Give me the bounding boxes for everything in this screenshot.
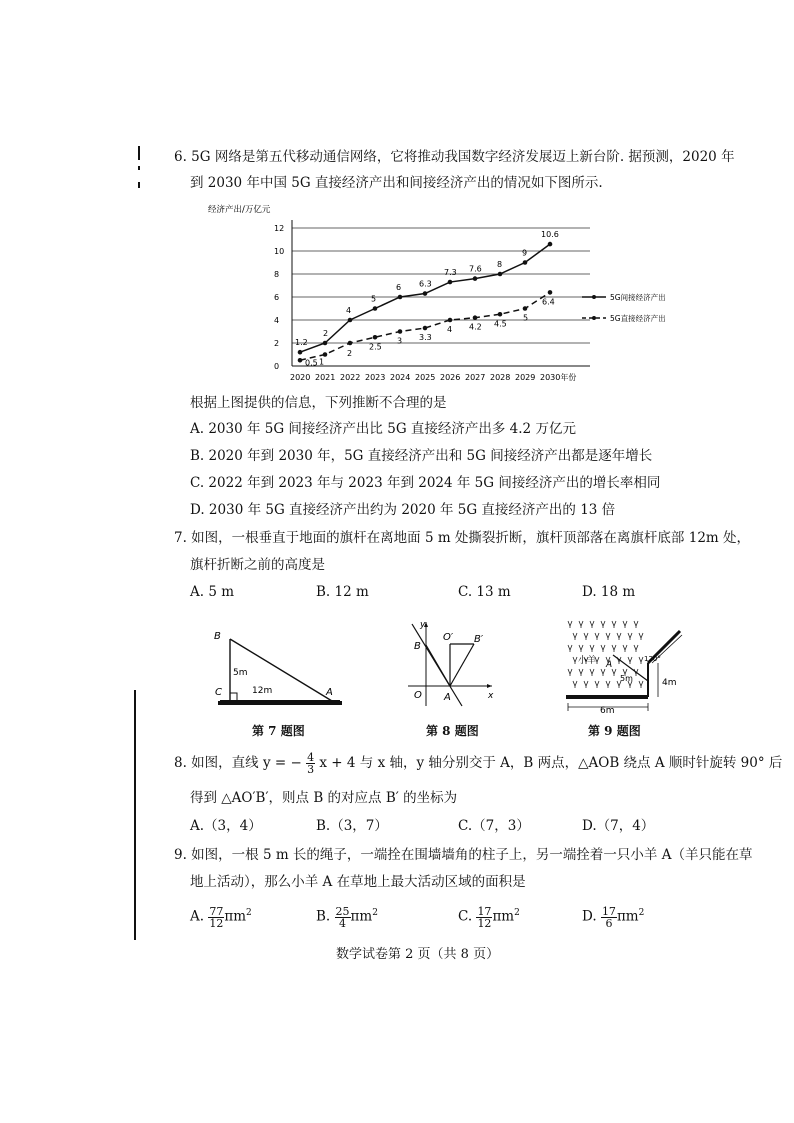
data-label: 3.3 — [419, 333, 432, 343]
legend-label: 5G间接经济产出 — [610, 293, 666, 302]
grass-tuft — [628, 657, 632, 664]
grass-tuft — [634, 621, 638, 628]
q9-b-den: 4 — [339, 916, 347, 930]
data-label: 9 — [522, 248, 528, 258]
grass-tuft — [639, 657, 643, 664]
legend-marker — [592, 316, 596, 320]
data-point — [323, 352, 328, 357]
grass-tuft — [634, 645, 638, 652]
q6-option-b[interactable]: B. 2020 年到 2030 年，5G 直接经济产出和 5G 间接经济产出都是逐年增长 — [190, 448, 653, 464]
x-tick-label: 2024 — [390, 373, 411, 382]
x-tick-label: 2020 — [290, 373, 311, 382]
y-tick-label: 2 — [274, 339, 280, 348]
data-point — [298, 350, 303, 355]
data-point — [548, 242, 553, 247]
grass-tuft — [601, 621, 605, 628]
data-label: 5 — [371, 294, 377, 304]
data-point — [498, 312, 503, 317]
data-point — [448, 280, 453, 285]
grass-tuft — [579, 669, 583, 676]
q8-line1-post: x + 4 与 x 轴，y 轴分别交于 A，B 两点，△AOB 绕点 A 顺时针旋转 90° 后 — [319, 755, 783, 771]
data-point — [348, 318, 353, 323]
data-point — [398, 329, 403, 334]
q9-d-exp: 2 — [638, 908, 645, 918]
q9-c-fraction — [476, 906, 492, 929]
data-point — [423, 326, 428, 331]
data-point — [473, 315, 478, 320]
grass-tuft — [595, 633, 599, 640]
fig8-label-a: A — [444, 692, 451, 703]
q6-prompt: 根据上图提供的信息，下列推断不合理的是 — [190, 395, 447, 411]
fig8-label-x: x — [488, 691, 494, 701]
q9-line1: 9. 如图，一根 5 m 长的绳子，一端拴在围墙墙角的柱子上，另一端拴着一只小羊 A（羊只能在草 — [174, 847, 753, 863]
q6-line1: 6. 5G 网络是第五代移动通信网络，它将推动我国数字经济发展迈上新台阶. 据预测，2020 年 — [174, 149, 735, 165]
grass-tuft — [595, 681, 599, 688]
q9-option-a[interactable] — [190, 904, 252, 929]
fig9-goat-label: 小羊 — [578, 656, 597, 666]
q8-frac-den: 3 — [307, 763, 315, 776]
fig7-label-b: B — [214, 631, 221, 642]
q8-option-c[interactable]: C.（7，3） — [458, 818, 530, 834]
grass-tuft — [573, 681, 577, 688]
legend-marker — [592, 295, 596, 299]
grass-tuft — [639, 633, 643, 640]
figure-9 — [558, 615, 698, 715]
q9-a-exp: 2 — [246, 908, 252, 918]
x-tick-label: 2025 — [415, 373, 436, 382]
grass-tuft — [573, 657, 577, 664]
x-tick-label: 2021 — [315, 373, 336, 382]
grass-tuft — [590, 621, 594, 628]
data-point — [523, 306, 528, 311]
q9-line2: 地上活动），那么小羊 A 在草地上最大活动区域的面积是 — [190, 874, 526, 890]
x-tick-label: 2027 — [465, 373, 486, 382]
q6-option-d[interactable]: D. 2030 年 5G 直接经济产出约为 2020 年 5G 直接经济产出的 13 倍 — [190, 502, 616, 518]
data-point — [323, 341, 328, 346]
margin-mark — [134, 690, 136, 940]
data-label: 5 — [523, 313, 529, 323]
grass-tuft — [623, 621, 627, 628]
fig9-height: 4m — [662, 678, 677, 688]
fig7-caption: 第 7 题图 — [252, 724, 305, 738]
q7-option-d[interactable]: D. 18 m — [582, 584, 636, 600]
q8-line1 — [174, 752, 782, 775]
y-tick-label: 6 — [274, 293, 280, 302]
y-tick-label: 10 — [274, 247, 285, 256]
fig7-label-c: C — [215, 687, 222, 698]
q9-b-unit: πm — [350, 908, 373, 925]
q8-line2: 得到 △AO′B′，则点 B 的对应点 B′ 的坐标为 — [190, 790, 458, 806]
grass-tuft — [584, 633, 588, 640]
q9-b-exp: 2 — [372, 908, 378, 918]
fig7-side-length: 5m — [233, 668, 248, 678]
fig8-label-o: O — [414, 690, 422, 701]
fig8-label-b-prime: B′ — [474, 634, 484, 645]
grass-tuft — [623, 645, 627, 652]
q9-c-letter: C. — [458, 908, 473, 925]
grass-tuft — [568, 621, 572, 628]
data-point — [423, 291, 428, 296]
grass-tuft — [606, 633, 610, 640]
grass-tuft — [612, 669, 616, 676]
q7-line2: 旗杆折断之前的高度是 — [190, 557, 325, 573]
data-point — [348, 341, 353, 346]
q8-option-b[interactable]: B.（3，7） — [316, 818, 388, 834]
grass-tuft — [617, 633, 621, 640]
grass-tuft — [601, 645, 605, 652]
data-label: 3 — [397, 336, 403, 346]
q9-d-fraction — [601, 906, 617, 929]
data-label: 7.3 — [444, 268, 457, 278]
q8-option-a[interactable]: A.（3，4） — [190, 818, 262, 834]
q9-d-den: 6 — [605, 916, 613, 930]
data-point — [548, 290, 553, 295]
y-tick-label: 4 — [274, 316, 280, 325]
data-point — [373, 335, 378, 340]
q9-c-unit: πm — [492, 908, 515, 925]
x-tick-label: 2022 — [340, 373, 361, 382]
q9-c-exp: 2 — [514, 908, 520, 918]
q6-option-c[interactable]: C. 2022 年到 2023 年与 2023 年到 2024 年 5G 间接经济产出的增长率相同 — [190, 475, 661, 491]
q6-option-a[interactable]: A. 2030 年 5G 间接经济产出比 5G 直接经济产出多 4.2 万亿元 — [190, 421, 576, 437]
data-label: 8 — [497, 260, 503, 269]
fig8-label-y: y — [420, 620, 426, 630]
fig8-label-o-prime: O′ — [443, 632, 454, 643]
q8-option-d[interactable]: D.（7，4） — [582, 818, 655, 834]
page-footer: 数学试卷第 2 页（共 8 页） — [336, 947, 500, 962]
grass-tuft — [584, 681, 588, 688]
grass-tuft — [639, 681, 643, 688]
fig7-base-length: 12m — [252, 686, 273, 696]
data-label: 4.5 — [494, 319, 507, 329]
margin-mark — [138, 182, 140, 188]
data-label: 1 — [319, 357, 325, 367]
q9-b-letter: B. — [316, 908, 331, 925]
data-label: 0.5 — [305, 358, 318, 368]
data-point — [398, 295, 403, 300]
q7-line1: 7. 如图，一根垂直于地面的旗杆在离地面 5 m 处撕裂折断，旗杆顶部落在离旗杆底部 12m 处， — [174, 530, 750, 546]
q9-d-letter: D. — [582, 908, 597, 925]
q9-a-num: 77 — [209, 904, 224, 918]
q9-d-num: 17 — [601, 904, 616, 918]
fig7-label-a: A — [326, 687, 333, 698]
grass-tuft — [568, 669, 572, 676]
q9-a-letter: A. — [190, 908, 205, 925]
q7-option-a[interactable]: A. 5 m — [190, 584, 235, 600]
q9-d-unit: πm — [616, 908, 639, 925]
data-label: 2.5 — [369, 342, 382, 352]
q9-c-num: 17 — [477, 904, 492, 918]
grass-tuft — [590, 645, 594, 652]
grass-tuft — [601, 669, 605, 676]
data-label: 6.4 — [542, 297, 555, 307]
q6-line2: 到 2030 年中国 5G 直接经济产出和间接经济产出的情况如下图所示. — [190, 175, 603, 191]
q8-fraction — [306, 752, 315, 775]
q9-b-num: 25 — [335, 904, 350, 918]
data-label: 4 — [447, 325, 453, 334]
q7-option-b[interactable]: B. 12 m — [316, 584, 369, 600]
economic-output-chart — [200, 200, 666, 390]
fig9-angle: 120° — [644, 655, 661, 663]
fig9-rope-length: 5m — [620, 674, 633, 683]
data-label: 10.6 — [541, 230, 559, 240]
x-tick-label: 2029 — [515, 373, 536, 382]
q8-line1-pre: 8. 如图，直线 y = − — [174, 755, 302, 771]
grass-tuft — [590, 669, 594, 676]
grass-tuft — [579, 621, 583, 628]
grass-tuft — [612, 621, 616, 628]
margin-mark — [138, 146, 140, 160]
figure-7 — [210, 625, 350, 715]
fig9-caption: 第 9 题图 — [588, 724, 641, 738]
figure-8 — [400, 618, 500, 710]
data-point — [523, 260, 528, 265]
margin-mark — [138, 166, 140, 170]
grass-tuft — [628, 633, 632, 640]
grass-tuft — [573, 633, 577, 640]
data-label: 2 — [347, 349, 353, 358]
data-point — [373, 306, 378, 311]
fig8-caption: 第 8 题图 — [426, 724, 479, 738]
x-tick-label: 2023 — [365, 373, 386, 382]
data-label: 6 — [396, 283, 402, 292]
data-label: 4.2 — [469, 322, 482, 332]
data-point — [448, 318, 453, 323]
fig8-label-b: B — [414, 641, 421, 652]
data-label: 4 — [346, 306, 352, 315]
fig9-width: 6m — [600, 706, 615, 716]
q9-a-den: 12 — [209, 916, 224, 930]
data-label: 1.2 — [295, 338, 308, 348]
q9-option-d[interactable] — [582, 904, 644, 929]
y-tick-label: 12 — [274, 224, 285, 233]
grass-tuft — [612, 645, 616, 652]
data-point — [498, 272, 503, 277]
data-label: 7.6 — [469, 264, 482, 274]
q9-a-unit: πm — [224, 908, 247, 925]
x-tick-label: 2030年份 — [540, 373, 577, 382]
y-tick-label: 8 — [274, 270, 280, 279]
y-axis-label: 经济产出/万亿元 — [208, 205, 271, 215]
q9-option-c[interactable] — [458, 904, 520, 929]
grass-tuft — [606, 681, 610, 688]
x-tick-label: 2028 — [490, 373, 511, 382]
data-label: 6.3 — [419, 279, 432, 289]
y-tick-label: 0 — [274, 362, 280, 371]
q7-option-c[interactable]: C. 13 m — [458, 584, 511, 600]
q9-c-den: 12 — [477, 916, 492, 930]
fig9-label-a: A — [606, 660, 613, 670]
data-point — [473, 276, 478, 281]
ground-hatch — [218, 701, 342, 705]
q9-b-fraction — [335, 906, 351, 929]
q8-frac-num: 4 — [307, 751, 315, 764]
q9-a-fraction — [208, 906, 224, 929]
x-tick-label: 2026 — [440, 373, 461, 382]
legend-label: 5G直接经济产出 — [610, 314, 666, 323]
data-point — [298, 358, 303, 363]
data-label: 2 — [323, 329, 329, 338]
q9-option-b[interactable] — [316, 904, 378, 929]
grass-tuft — [579, 645, 583, 652]
grass-tuft — [568, 645, 572, 652]
